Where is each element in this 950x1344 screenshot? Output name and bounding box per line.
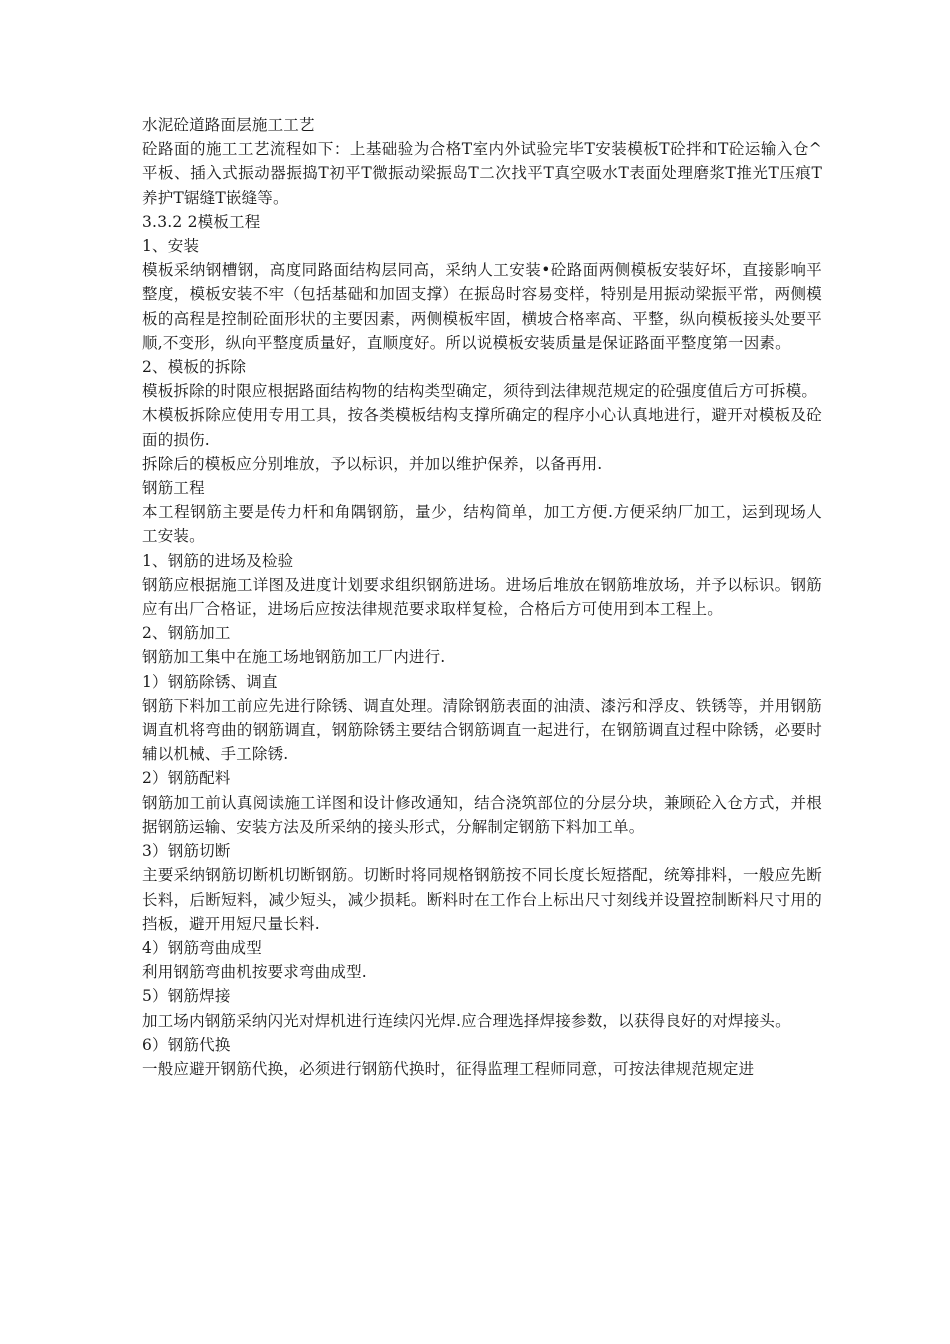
subheading-bending: 4）钢筋弯曲成型 [142,938,262,957]
paragraph-formwork-installation: 模板采纳钢槽钢，高度同路面结构层同高，采纳人工安装•砼路面两侧模板安装好坏，直接影响平整度，模板安装不牢（包括基础和加固支撑）在振岛时容易变样，特别是用振动梁振平常，两侧模板的高程是控制砼面形状的主要因素，两侧模板牢固，横坡合格率高、平整，纵向模板接头处要平顺,不变形，纵向平整度质量好，直顺度好。所以说模板安装质量是保证路面平整度第一因素。 [142,261,822,352]
paragraph-rebar-processing: 钢筋加工集中在施工场地钢筋加工厂内进行. [142,648,446,667]
paragraph-rebar-overview: 本工程钢筋主要是传力杆和角隅钢筋，量少，结构简单，加工方便.方便采纳厂加工，运到现场人工安装。 [142,503,822,546]
paragraph-removal-timing: 模板拆除的时限应根据路面结构物的结构类型确定，须待到法律规范规定的砼强度值后方可拆模。 [142,382,818,401]
subheading-rebar-inspection: 1、钢筋的进场及检验 [142,551,294,570]
subheading-rebar-processing: 2、钢筋加工 [142,624,231,643]
paragraph-derusting: 钢筋下料加工前应先进行除锈、调直处理。清除钢筋表面的油渍、漆污和浮皮、铁锈等，并用钢筋调直机将弯曲的钢筋调直，钢筋除锈主要结合钢筋调直一起进行，在钢筋调直过程中除锈，必要时辅以机械、手工除锈. [142,696,822,764]
subheading-cutting: 3）钢筋切断 [142,842,231,861]
subheading-welding: 5）钢筋焊接 [142,987,231,1006]
document-body [142,113,822,1081]
paragraph-removal-tools: 木模板拆除应使用专用工具，按各类模板结构支撑所确定的程序小心认真地进行，避开对模板及砼面的损伤. [142,406,822,449]
subheading-installation: 1、安装 [142,237,200,256]
subheading-batching: 2）钢筋配料 [142,769,231,788]
subheading-formwork-removal: 2、模板的拆除 [142,358,247,377]
paragraph-bending: 利用钢筋弯曲机按要求弯曲成型. [142,963,367,982]
document-title: 水泥砼道路面层施工工艺 [142,116,315,134]
paragraph-substitution: 一般应避开钢筋代换，必须进行钢筋代换时，征得监理工程师同意，可按法律规范规定进 [142,1059,755,1078]
paragraph-rebar-inspection: 钢筋应根据施工详图及进度计划要求组织钢筋进场。进场后堆放在钢筋堆放场，并予以标识。钢筋应有出厂合格证，进场后应按法律规范要求取样复检，合格后方可使用到本工程上。 [142,575,822,619]
paragraph-cutting: 主要采纳钢筋切断机切断钢筋。切断时将同规格钢筋按不同长度长短搭配，统筹排料，一般应先断长料，后断短料，减少短头，减少损耗。断料时在工作台上标出尺寸刻线并设置控制断料尺寸用的挡板，避开用短尺量长料. [142,866,822,933]
section-heading-formwork: 3.3.2 2模板工程 [142,212,261,231]
paragraph-process-flow: 砼路面的施工工艺流程如下：上基础验为合格T室内外试验完毕T安装模板T砼拌和T砼运输入仓^平板、插入式振动器振捣T初平T微振动梁振岛T二次找平T真空吸水T表面处理磨浆T推光T压痕T养护T锯缝T嵌缝等。 [142,140,822,207]
subheading-derusting: 1）钢筋除锈、调直 [142,672,278,691]
section-heading-rebar: 钢筋工程 [142,479,205,498]
paragraph-removal-storage: 拆除后的模板应分别堆放，予以标识，并加以维护保养，以备再用. [142,454,603,473]
subheading-substitution: 6）钢筋代换 [142,1035,231,1054]
paragraph-welding: 加工场内钢筋采纳闪光对焊机进行连续闪光焊.应合理选择焊接参数，以获得良好的对焊接头。 [142,1011,791,1030]
paragraph-batching: 钢筋加工前认真阅读施工详图和设计修改通知，结合浇筑部位的分层分块，兼顾砼入仓方式，并根据钢筋运输、安装方法及所采纳的接头形式，分解制定钢筋下料加工单。 [142,793,822,836]
